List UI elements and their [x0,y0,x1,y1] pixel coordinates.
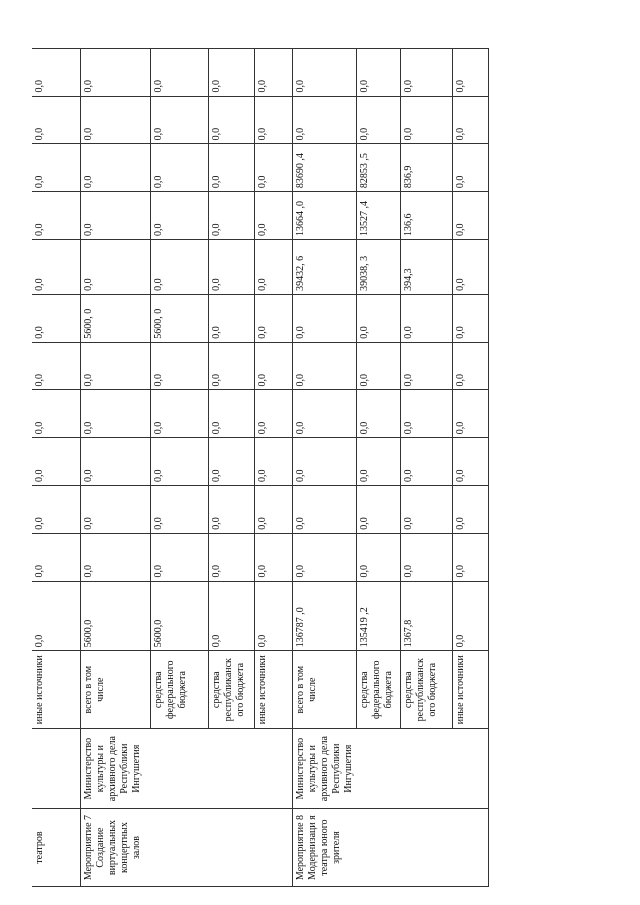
executor-cell [32,729,80,809]
value-cell: 0,0 [401,342,453,390]
value-cell: 0,0 [401,294,453,342]
value-cell: 0,0 [150,533,208,581]
value-cell: 0,0 [453,486,489,534]
value-cell: 394,3 [401,240,453,295]
measure-title [357,809,401,887]
value-cell: 0,0 [453,192,489,240]
value-cell: 0,0 [292,390,357,438]
table-row [357,1,401,887]
value-cell: 0,0 [32,581,80,651]
value-cell: 0,0 [80,240,150,295]
executor-cell: Министерство культуры и архивного дела Республики Ингушетия [292,729,357,809]
executor-cell [208,729,254,809]
value-cell: 0,0 [292,294,357,342]
funding-source: средства республиканск ого бюджета [208,651,254,729]
value-cell: 0,0 [453,48,489,96]
value-cell: 0,0 [32,294,80,342]
executor-cell [150,729,208,809]
funding-source: средства республиканск ого бюджета [401,651,453,729]
value-cell: 0,0 [150,390,208,438]
table-row [208,1,254,887]
value-cell: 0,0 [357,533,401,581]
value-cell: 0,0 [401,486,453,534]
value-cell: 0,0 [32,192,80,240]
value-cell: 0,0 [453,342,489,390]
funding-source: средства федерального бюджета [150,651,208,729]
value-cell: 0,0 [208,342,254,390]
value-cell: 5600, 0 [80,294,150,342]
value-cell: 836,9 [401,144,453,192]
value-cell: 82853 ,5 [357,144,401,192]
value-cell: 0,0 [80,390,150,438]
value-cell: 0,0 [208,581,254,651]
value-cell: 0,0 [80,486,150,534]
value-cell: 0,0 [401,438,453,486]
value-cell: 0,0 [150,48,208,96]
table-row [254,1,292,887]
value-cell: 0,0 [208,533,254,581]
executor-cell: Министерство культуры и архивного дела Республики Ингушетия [80,729,150,809]
executor-cell [254,729,292,809]
value-cell: 0,0 [208,438,254,486]
value-cell: 0,0 [208,240,254,295]
value-cell: 0,0 [80,144,150,192]
value-cell: 0,0 [453,144,489,192]
funding-source: иные источники [453,651,489,729]
value-cell: 0,0 [401,48,453,96]
value-cell: 0,0 [453,240,489,295]
value-cell: 0,0 [208,486,254,534]
value-cell: 0,0 [80,96,150,144]
value-cell: 0,0 [254,48,292,96]
executor-cell [357,729,401,809]
measure-title [401,809,453,887]
value-cell: 0,0 [453,390,489,438]
value-cell: 0,0 [292,342,357,390]
table-row [150,1,208,887]
value-cell: 0,0 [208,294,254,342]
value-cell: 0,0 [357,486,401,534]
value-cell: 136,6 [401,192,453,240]
value-cell: 0,0 [32,144,80,192]
value-cell: 0,0 [357,438,401,486]
table-row [80,1,150,887]
measure-title [254,809,292,887]
value-cell: 0,0 [401,533,453,581]
value-cell: 0,0 [292,96,357,144]
measure-title: Мероприятие 8 Модернизаци я театра юного зрителя [292,809,357,887]
value-cell: 0,0 [292,533,357,581]
value-cell: 0,0 [208,192,254,240]
value-cell: 0,0 [150,144,208,192]
value-cell: 13527 ,4 [357,192,401,240]
value-cell: 0,0 [32,486,80,534]
value-cell: 0,0 [80,438,150,486]
value-cell: 0,0 [80,48,150,96]
value-cell: 0,0 [32,390,80,438]
value-cell: 0,0 [32,96,80,144]
value-cell: 0,0 [208,96,254,144]
value-cell: 0,0 [150,486,208,534]
value-cell: 0,0 [357,390,401,438]
value-cell: 0,0 [254,342,292,390]
value-cell: 0,0 [32,240,80,295]
value-cell: 0,0 [401,390,453,438]
funding-source: иные источники [254,651,292,729]
value-cell: 5600,0 [150,581,208,651]
value-cell: 0,0 [208,48,254,96]
value-cell: 0,0 [254,192,292,240]
funding-source: средства федерального бюджета [357,651,401,729]
funding-source: иные источники [32,651,80,729]
value-cell: 1367,8 [401,581,453,651]
measure-title [150,809,208,887]
measure-title [208,809,254,887]
value-cell: 0,0 [254,144,292,192]
measure-title [453,809,489,887]
measure-title: театров [32,809,80,887]
value-cell: 0,0 [254,486,292,534]
value-cell: 0,0 [453,533,489,581]
funding-source: всего в том числе [292,651,357,729]
value-cell: 0,0 [453,438,489,486]
value-cell: 0,0 [292,48,357,96]
value-cell: 0,0 [357,294,401,342]
value-cell: 0,0 [32,438,80,486]
table-row [292,1,357,887]
value-cell: 0,0 [292,486,357,534]
value-cell: 13664 ,0 [292,192,357,240]
table-row [32,1,80,887]
value-cell: 0,0 [254,438,292,486]
value-cell: 0,0 [254,390,292,438]
value-cell: 0,0 [80,192,150,240]
value-cell: 0,0 [453,96,489,144]
budget-table [32,0,489,887]
value-cell: 0,0 [254,294,292,342]
value-cell: 0,0 [150,240,208,295]
value-cell: 0,0 [32,48,80,96]
value-cell: 0,0 [357,48,401,96]
value-cell: 0,0 [254,240,292,295]
value-cell: 0,0 [32,533,80,581]
value-cell: 0,0 [254,96,292,144]
value-cell: 0,0 [357,96,401,144]
funding-source: всего в том числе [80,651,150,729]
value-cell: 0,0 [208,390,254,438]
value-cell: 39432, 6 [292,240,357,295]
value-cell: 0,0 [32,342,80,390]
value-cell: 0,0 [80,533,150,581]
value-cell: 0,0 [150,192,208,240]
value-cell: 0,0 [453,581,489,651]
measure-title: Мероприятие 7 Создание виртуальных концертных залов [80,809,150,887]
value-cell: 0,0 [150,342,208,390]
value-cell: 5600, 0 [150,294,208,342]
value-cell: 0,0 [150,96,208,144]
value-cell: 0,0 [80,342,150,390]
value-cell: 0,0 [453,294,489,342]
value-cell: 0,0 [357,342,401,390]
table-row [453,1,489,887]
value-cell: 135419 ,2 [357,581,401,651]
table-row [401,1,453,887]
executor-cell [453,729,489,809]
value-cell: 0,0 [401,96,453,144]
value-cell: 0,0 [150,438,208,486]
executor-cell [401,729,453,809]
value-cell: 0,0 [254,533,292,581]
value-cell: 0,0 [254,581,292,651]
value-cell: 5600,0 [80,581,150,651]
value-cell: 136787 ,0 [292,581,357,651]
value-cell: 0,0 [292,438,357,486]
value-cell: 0,0 [208,144,254,192]
value-cell: 83690 ,4 [292,144,357,192]
value-cell: 39038, 3 [357,240,401,295]
